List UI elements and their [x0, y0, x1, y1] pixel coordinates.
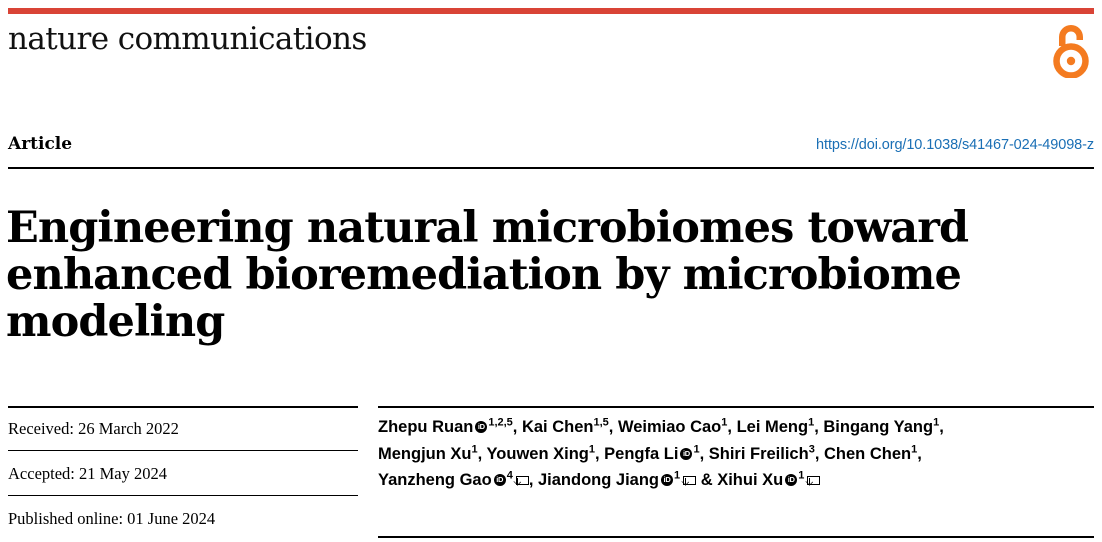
email-icon[interactable]	[516, 476, 529, 485]
author-line	[378, 414, 1094, 441]
date-accepted: Accepted: 21 May 2024	[8, 451, 358, 496]
author-entry	[378, 445, 487, 463]
affiliation-superscript: 3	[808, 443, 815, 456]
author-separator: ,	[512, 418, 522, 436]
affiliation-superscript: 1	[693, 443, 700, 456]
author-separator: ,	[939, 418, 944, 436]
authors-bottom-divider	[378, 536, 1094, 538]
author-name: Kai Chen	[521, 418, 594, 436]
article-meta-row	[8, 134, 1094, 166]
author-name: Yanzheng Gao	[378, 471, 492, 490]
author-name: Weimiao Cao	[617, 418, 722, 436]
affiliation-superscript: 1	[588, 443, 595, 456]
author-name: Bingang Yang	[823, 418, 934, 436]
affiliation-superscript: 1	[674, 469, 681, 482]
date-received: Received: 26 March 2022	[8, 406, 358, 451]
author-separator: &	[696, 471, 718, 490]
email-icon[interactable]	[807, 476, 820, 485]
author-line	[378, 467, 1094, 494]
author-name: Xihui Xu	[717, 471, 784, 490]
authors-divider	[378, 406, 1094, 408]
author-separator: ,	[814, 444, 824, 463]
affiliation-superscript: 1	[721, 416, 728, 429]
publication-dates	[8, 406, 358, 540]
author-entry	[378, 418, 522, 436]
author-name: Lei Meng	[736, 418, 809, 436]
author-entry	[604, 445, 709, 463]
author-entry	[522, 418, 618, 436]
brand-accent-rule	[8, 8, 1094, 14]
orcid-icon[interactable]	[661, 474, 673, 486]
date-published: Published online: 01 June 2024	[8, 509, 216, 528]
author-name: Shiri Freilich	[708, 444, 809, 463]
affiliation-superscript: 1	[471, 443, 478, 456]
page-title: Engineering natural microbiomes toward enhanced bioremediation by microbiome modeling	[6, 202, 969, 348]
affiliation-superscript: 4	[506, 469, 513, 482]
author-entry	[824, 445, 922, 463]
affiliation-superscript: 1	[933, 416, 940, 429]
author-separator: ,	[699, 444, 709, 463]
header-divider	[8, 167, 1094, 169]
affiliation-superscript: 1	[911, 443, 918, 456]
author-name: Youwen Xing	[486, 444, 589, 463]
author-entry	[618, 418, 737, 436]
open-access-icon	[1048, 22, 1094, 78]
author-name: Mengjun Xu	[378, 444, 472, 463]
author-separator: ,	[727, 418, 737, 436]
author-entry	[378, 471, 538, 489]
orcid-icon[interactable]	[475, 421, 487, 433]
author-name: Jiandong Jiang	[537, 471, 659, 490]
orcid-icon[interactable]	[494, 474, 506, 486]
author-entry	[823, 418, 943, 436]
affiliation-superscript: 1	[798, 469, 805, 482]
journal-masthead: nature communications	[8, 21, 367, 57]
orcid-icon[interactable]	[680, 448, 692, 460]
author-line	[378, 441, 1094, 468]
author-entry	[538, 471, 717, 489]
doi-link[interactable]: https://doi.org/10.1038/s41467-024-49098-z	[816, 137, 1094, 153]
author-name: Zhepu Ruan	[378, 418, 474, 436]
author-entry	[487, 445, 605, 463]
affiliation-superscript: 1,5	[593, 416, 609, 429]
author-separator: ,	[917, 444, 922, 463]
author-separator: ,	[608, 418, 618, 436]
article-type-label: Article	[8, 134, 73, 154]
author-list	[378, 414, 1094, 494]
author-entry	[737, 418, 824, 436]
author-separator: ,	[814, 418, 824, 436]
affiliation-superscript: 1,2,5	[488, 416, 513, 429]
author-separator: ,	[528, 471, 538, 490]
affiliation-superscript: 1	[808, 416, 815, 429]
author-entry	[709, 445, 824, 463]
author-entry	[717, 471, 820, 489]
author-separator: ,	[595, 444, 605, 463]
orcid-icon[interactable]	[785, 474, 797, 486]
email-icon[interactable]	[683, 476, 696, 485]
author-separator: ,	[477, 444, 487, 463]
author-name: Chen Chen	[823, 444, 912, 463]
author-name: Pengfa Li	[604, 444, 679, 463]
